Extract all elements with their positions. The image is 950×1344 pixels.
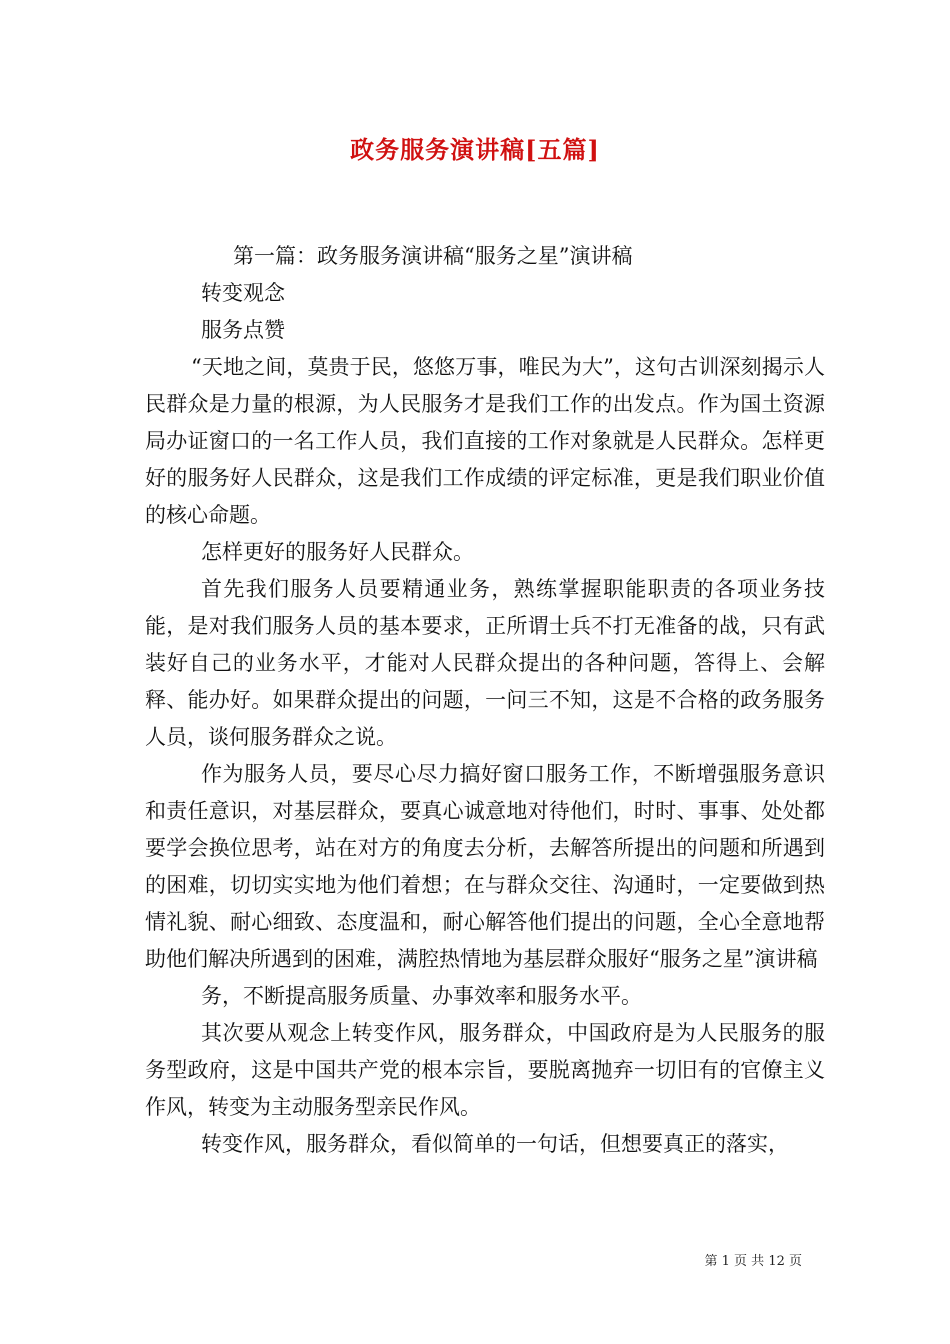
paragraph: 转变作风，服务群众，看似简单的一句话，但想要真正的落实， (201, 1132, 789, 1156)
paragraph: 作为服务人员，要尽心尽力搞好窗口服务工作，不断增强服务意识和责任意识，对基层群众，要真心诚意地对待他们，时时、事事、处处都要学会换位思考，站在对方的角度去分析，去解答所提出的问题和所遇到的困难，切切实实地为他们着想；在与群众交往、沟通时，一定要做到热情礼貌、耐心细致、态度温和，耐心解答他们提出的问题，全心全意地帮助他们解决所遇到的困难，满腔热情地为基层群众服好“服务之星”演讲稿 (145, 762, 825, 971)
paragraph: 首先我们服务人员要精通业务，熟练掌握职能职责的各项业务技能，是对我们服务人员的基本要求，正所谓士兵不打无准备的战，只有武装好自己的业务水平，才能对人民群众提出的各种问题，答得上、会解释、能办好。如果群众提出的问题，一问三不知，这是不合格的政务服务人员，谈何服务群众之说。 (145, 577, 825, 749)
paragraph: 务，不断提高服务质量、办事效率和服务水平。 (201, 984, 642, 1008)
paragraph: 怎样更好的服务好人民群众。 (201, 540, 474, 564)
page-number: 第 1 页 共 12 页 (704, 1254, 802, 1269)
document-title: 政务服务演讲稿[五篇] (350, 135, 600, 164)
paragraph: 其次要从观念上转变作风，服务群众，中国政府是为人民服务的服务型政府，这是中国共产党的根本宗旨，要脱离抛弃一切旧有的官僚主义作风，转变为主动服务型亲民作风。 (145, 1021, 825, 1119)
document-body (145, 238, 825, 1163)
subheading-1: 转变观念 (201, 281, 285, 305)
section-heading: 第一篇：政务服务演讲稿“服务之星”演讲稿 (233, 244, 633, 268)
subheading-2: 服务点赞 (201, 318, 285, 342)
paragraph: “天地之间，莫贵于民，悠悠万事，唯民为大”，这句古训深刻揭示人民群众是力量的根源，为人民服务才是我们工作的出发点。作为国土资源局办证窗口的一名工作人员，我们直接的工作对象就是人民群众。怎样更好的服务好人民群众，这是我们工作成绩的评定标准，更是我们职业价值的核心命题。 (145, 355, 825, 527)
